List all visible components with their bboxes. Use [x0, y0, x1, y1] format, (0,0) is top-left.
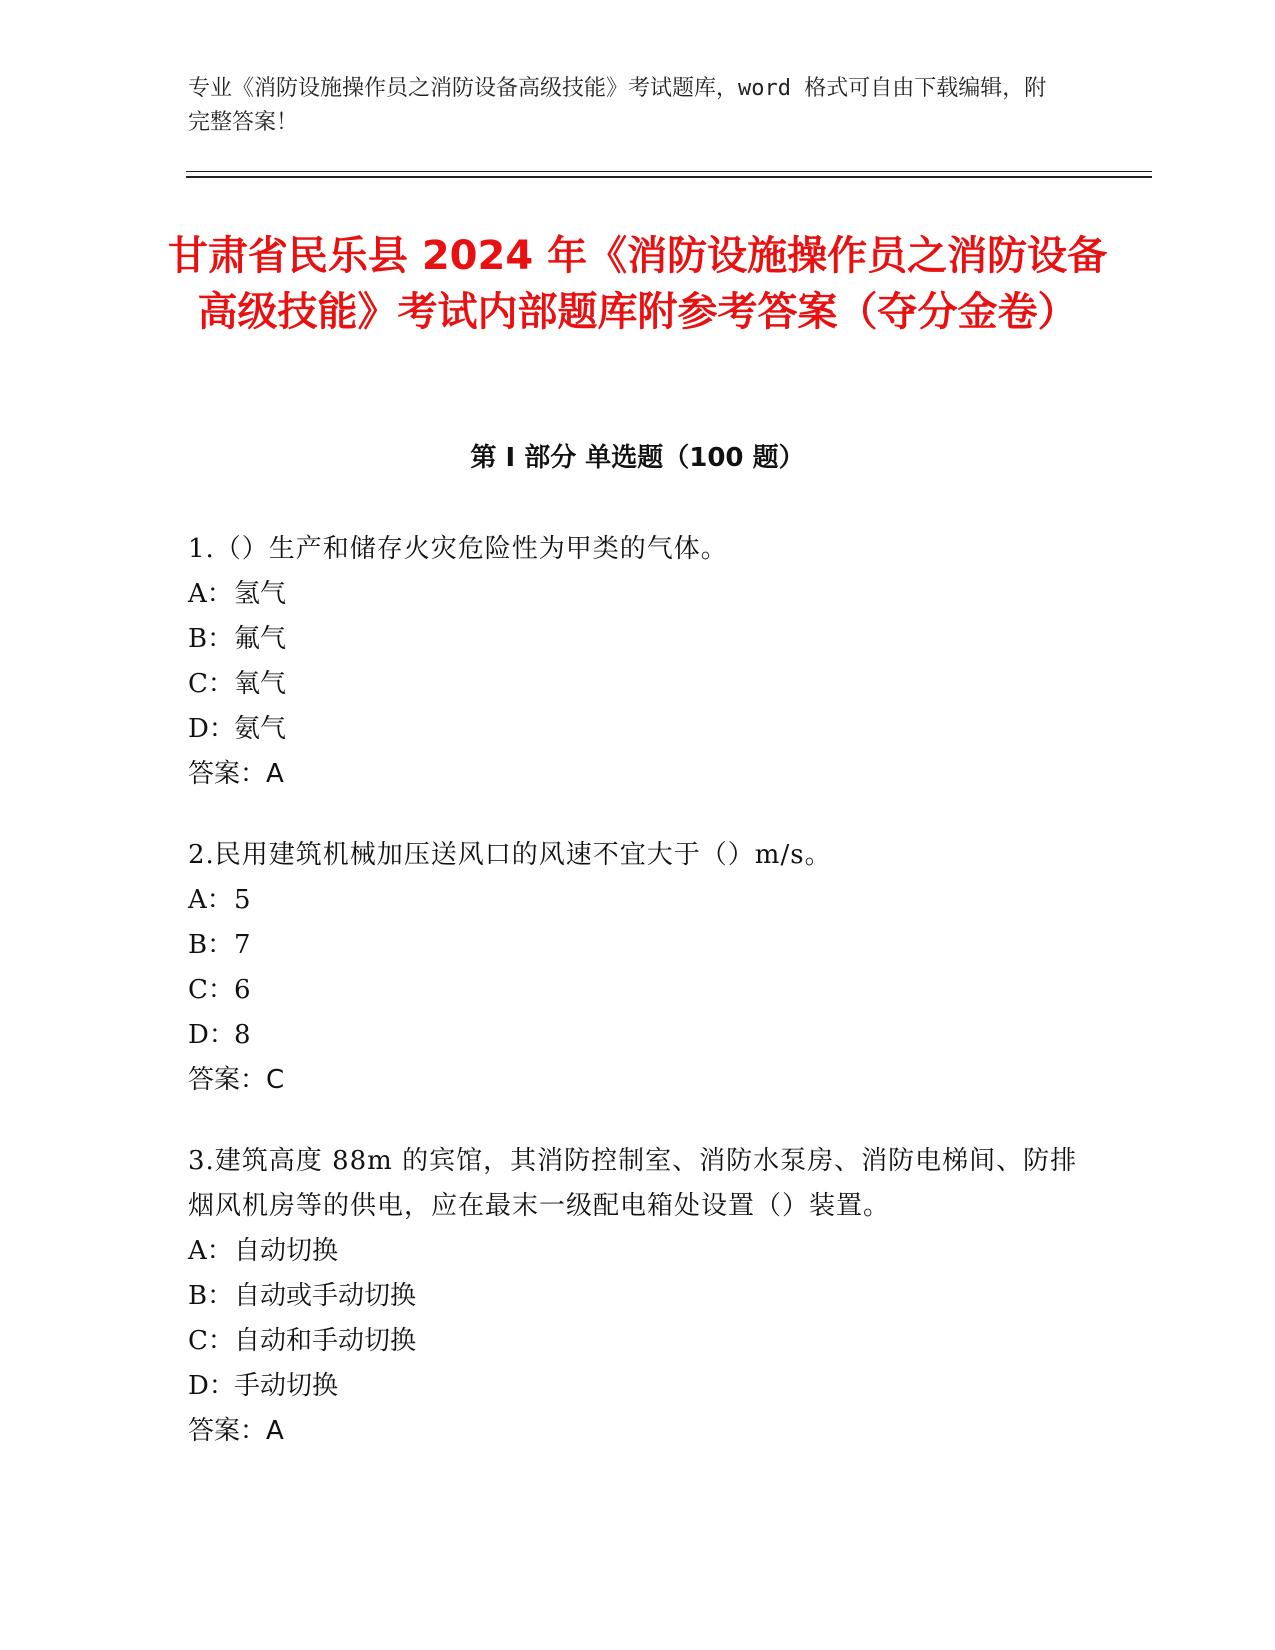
- question-stem: 3.建筑高度 88m 的宾馆，其消防控制室、消防水泵房、消防电梯间、防排烟风机房等的供电，应在最末一级配电箱处设置（）装置。: [188, 1146, 1078, 1221]
- option-d: [188, 1364, 1088, 1409]
- option-text: 氟气: [234, 624, 287, 654]
- question-3: [188, 1139, 1088, 1454]
- option-b: [188, 617, 1088, 662]
- option-a: [188, 878, 1088, 923]
- option-c: [188, 662, 1088, 707]
- option-key: D：: [188, 714, 235, 744]
- option-text: 自动切换: [234, 1236, 339, 1266]
- option-text: 氧气: [234, 669, 287, 699]
- option-d: [188, 1013, 1088, 1058]
- answer-value: A: [266, 759, 284, 789]
- option-text: 自动或手动切换: [234, 1281, 417, 1311]
- question-list: [188, 527, 1088, 1490]
- option-key: B：: [188, 930, 234, 960]
- header-divider-thin: [186, 171, 1152, 172]
- option-key: D：: [188, 1371, 235, 1401]
- option-b: [188, 923, 1088, 968]
- option-c: [188, 968, 1088, 1013]
- option-key: A：: [188, 1236, 233, 1266]
- answer-line: [188, 752, 1088, 797]
- option-text: 自动和手动切换: [234, 1326, 417, 1356]
- option-key: C：: [188, 1326, 234, 1356]
- option-key: B：: [188, 624, 234, 654]
- option-text: 手动切换: [234, 1371, 339, 1401]
- header-divider-thick: [186, 176, 1152, 178]
- option-key: B：: [188, 1281, 234, 1311]
- option-text: 氨气: [234, 714, 287, 744]
- option-text: 氢气: [234, 579, 287, 609]
- option-a: [188, 1229, 1088, 1274]
- answer-label: 答案：: [188, 1065, 267, 1095]
- question-stem: 2.民用建筑机械加压送风口的风速不宜大于（）m/s。: [188, 840, 832, 870]
- option-d: [188, 707, 1088, 752]
- answer-label: 答案：: [188, 1416, 267, 1446]
- section-title: 第 I 部分 单选题（100 题）: [470, 443, 805, 473]
- answer-label: 答案：: [188, 759, 267, 789]
- answer-line: [188, 1409, 1088, 1454]
- option-a: [188, 572, 1088, 617]
- question-1: [188, 527, 1088, 797]
- option-b: [188, 1274, 1088, 1319]
- question-stem: 1.（）生产和储存火灾危险性为甲类的气体。: [188, 534, 728, 564]
- option-text: 7: [234, 930, 251, 960]
- option-key: C：: [188, 669, 234, 699]
- answer-value: C: [266, 1065, 285, 1095]
- option-text: 8: [234, 1020, 251, 1050]
- option-c: [188, 1319, 1088, 1364]
- option-text: 5: [234, 885, 251, 915]
- question-2: [188, 833, 1088, 1103]
- option-key: D：: [188, 1020, 235, 1050]
- header-note: 专业《消防设施操作员之消防设备高级技能》考试题库，word 格式可自由下载编辑，附完整答案！: [188, 76, 1047, 135]
- option-text: 6: [234, 975, 251, 1005]
- option-key: A：: [188, 579, 233, 609]
- document-title: 甘肃省民乐县 2024 年《消防设施操作员之消防设备高级技能》考试内部题库附参考答案（夺分金卷）: [167, 233, 1108, 335]
- option-key: C：: [188, 975, 234, 1005]
- answer-line: [188, 1058, 1088, 1103]
- option-key: A：: [188, 885, 233, 915]
- answer-value: A: [266, 1416, 284, 1446]
